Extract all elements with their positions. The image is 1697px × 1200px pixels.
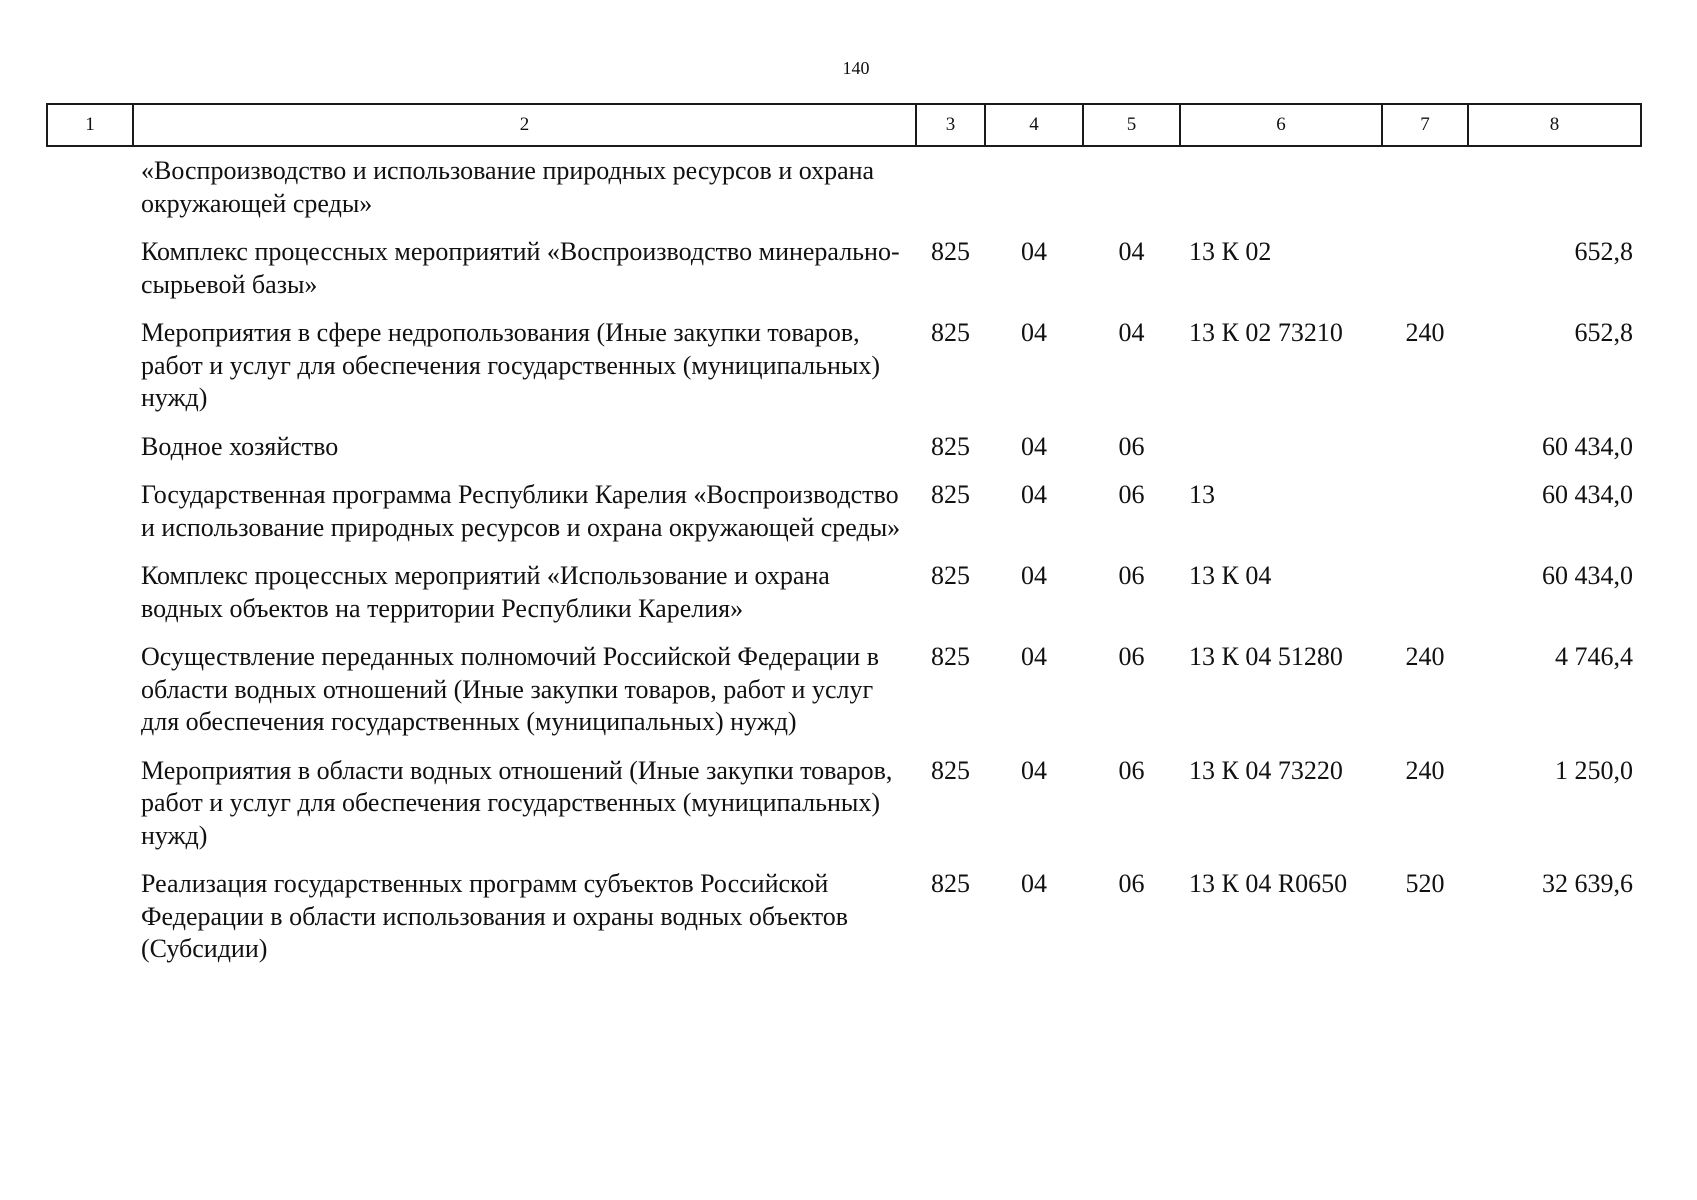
row-section bbox=[985, 146, 1083, 236]
row-amount: 4 746,4 bbox=[1555, 642, 1633, 671]
table-body bbox=[47, 146, 1641, 982]
row-index-cell bbox=[47, 236, 133, 317]
row-section: 04 bbox=[1021, 480, 1047, 509]
row-amount: 60 434,0 bbox=[1542, 431, 1633, 461]
row-subsection: 04 bbox=[1118, 237, 1145, 266]
row-ministry: 825 bbox=[931, 561, 970, 590]
row-amount: 60 434,0 bbox=[1542, 480, 1633, 509]
table-header bbox=[47, 104, 1641, 146]
table-row bbox=[47, 560, 1641, 641]
row-name: Комплекс процессных мероприятий «Использование и охрана водных объектов на территории Республики Карелия» bbox=[141, 561, 830, 623]
row-name: Мероприятия в сфере недропользования (Иные закупки товаров, работ и услуг для обеспечения государственных (муниципальных) нужд) bbox=[141, 318, 881, 412]
row-index-cell bbox=[47, 317, 133, 431]
row-index-cell bbox=[47, 146, 133, 236]
row-target bbox=[1180, 146, 1382, 236]
row-expense-type: 520 bbox=[1405, 869, 1445, 898]
table-row bbox=[47, 317, 1641, 431]
row-name: Водное хозяйство bbox=[141, 431, 339, 461]
row-section: 04 bbox=[1021, 561, 1047, 590]
row-expense-type bbox=[1382, 560, 1468, 641]
row-name: Мероприятия в области водных отношений (Иные закупки товаров, работ и услуг для обеспечения государственных (муниципальных) нужд) bbox=[141, 755, 893, 850]
row-name: Комплекс процессных мероприятий «Воспроизводство минерально-сырьевой базы» bbox=[141, 237, 900, 299]
row-subsection: 06 bbox=[1118, 642, 1145, 671]
row-target: 13 К 04 51280 bbox=[1189, 642, 1343, 671]
table-row bbox=[47, 431, 1641, 480]
row-section: 04 bbox=[1021, 237, 1047, 266]
row-section: 04 bbox=[1021, 869, 1047, 898]
row-expense-type: 240 bbox=[1405, 318, 1445, 347]
row-index-cell bbox=[47, 755, 133, 869]
row-subsection: 06 bbox=[1118, 480, 1145, 509]
row-index-cell bbox=[47, 479, 133, 560]
row-section: 04 bbox=[1021, 318, 1047, 347]
row-expense-type bbox=[1382, 479, 1468, 560]
row-name: Реализация государственных программ субъектов Российской Федерации в области использования и охраны водных объектов (Субсидии) bbox=[141, 869, 849, 963]
row-section: 04 bbox=[1021, 642, 1047, 671]
row-target bbox=[1180, 431, 1382, 480]
row-subsection: 04 bbox=[1118, 318, 1145, 347]
budget-table bbox=[46, 103, 1642, 982]
row-amount: 652,8 bbox=[1574, 318, 1633, 347]
header-col-6: 6 bbox=[1180, 104, 1382, 146]
row-subsection bbox=[1083, 146, 1180, 236]
row-expense-type bbox=[1382, 146, 1468, 236]
row-ministry: 825 bbox=[931, 318, 970, 347]
row-subsection: 06 bbox=[1118, 561, 1145, 590]
row-target: 13 К 02 73210 bbox=[1189, 318, 1343, 347]
row-ministry: 825 bbox=[931, 237, 970, 266]
header-col-2: 2 bbox=[133, 104, 916, 146]
table-row bbox=[47, 236, 1641, 317]
row-subsection: 06 bbox=[1118, 431, 1145, 461]
row-amount: 1 250,0 bbox=[1555, 755, 1633, 785]
row-index-cell bbox=[47, 431, 133, 480]
row-name: Государственная программа Республики Карелия «Воспроизводство и использование природных ресурсов и охрана окружающей среды» bbox=[141, 480, 901, 542]
row-ministry: 825 bbox=[931, 480, 970, 509]
header-col-7: 7 bbox=[1382, 104, 1468, 146]
row-index-cell bbox=[47, 641, 133, 755]
row-target: 13 К 02 bbox=[1189, 237, 1272, 266]
page-number: 140 bbox=[842, 58, 870, 78]
header-col-8: 8 bbox=[1468, 104, 1641, 146]
row-amount: 652,8 bbox=[1574, 237, 1633, 266]
table-row bbox=[47, 479, 1641, 560]
row-expense-type: 240 bbox=[1405, 642, 1445, 671]
row-ministry bbox=[916, 146, 985, 236]
header-col-3: 3 bbox=[916, 104, 985, 146]
table-row bbox=[47, 755, 1641, 869]
row-section: 04 bbox=[1021, 431, 1047, 461]
row-target: 13 К 04 R0650 bbox=[1189, 869, 1348, 898]
row-ministry: 825 bbox=[931, 431, 970, 461]
row-target: 13 К 04 73220 bbox=[1189, 755, 1343, 785]
row-ministry: 825 bbox=[931, 642, 970, 671]
header-col-5: 5 bbox=[1083, 104, 1180, 146]
row-expense-type bbox=[1382, 236, 1468, 317]
row-ministry: 825 bbox=[931, 755, 970, 785]
row-amount: 32 639,6 bbox=[1542, 869, 1633, 898]
row-ministry: 825 bbox=[931, 869, 970, 898]
table-row bbox=[47, 868, 1641, 982]
row-section: 04 bbox=[1021, 755, 1047, 785]
header-row bbox=[47, 104, 1641, 146]
row-index-cell bbox=[47, 868, 133, 982]
row-target: 13 bbox=[1189, 480, 1215, 509]
table-row bbox=[47, 146, 1641, 236]
row-amount bbox=[1468, 146, 1641, 236]
row-index-cell bbox=[47, 560, 133, 641]
header-col-1: 1 bbox=[47, 104, 133, 146]
row-target: 13 К 04 bbox=[1189, 561, 1272, 590]
row-name: Осуществление переданных полномочий Российской Федерации в области водных отношений (Иные закупки товаров, работ и услуг для обеспечения государственных (муниципальных) нужд) bbox=[141, 642, 879, 736]
row-subsection: 06 bbox=[1118, 755, 1145, 785]
row-subsection: 06 bbox=[1118, 869, 1145, 898]
row-expense-type: 240 bbox=[1405, 755, 1445, 785]
row-expense-type bbox=[1382, 431, 1468, 480]
header-col-4: 4 bbox=[985, 104, 1083, 146]
row-amount: 60 434,0 bbox=[1542, 561, 1633, 590]
row-name: «Воспроизводство и использование природных ресурсов и охрана окружающей среды» bbox=[141, 156, 875, 218]
table-row bbox=[47, 641, 1641, 755]
